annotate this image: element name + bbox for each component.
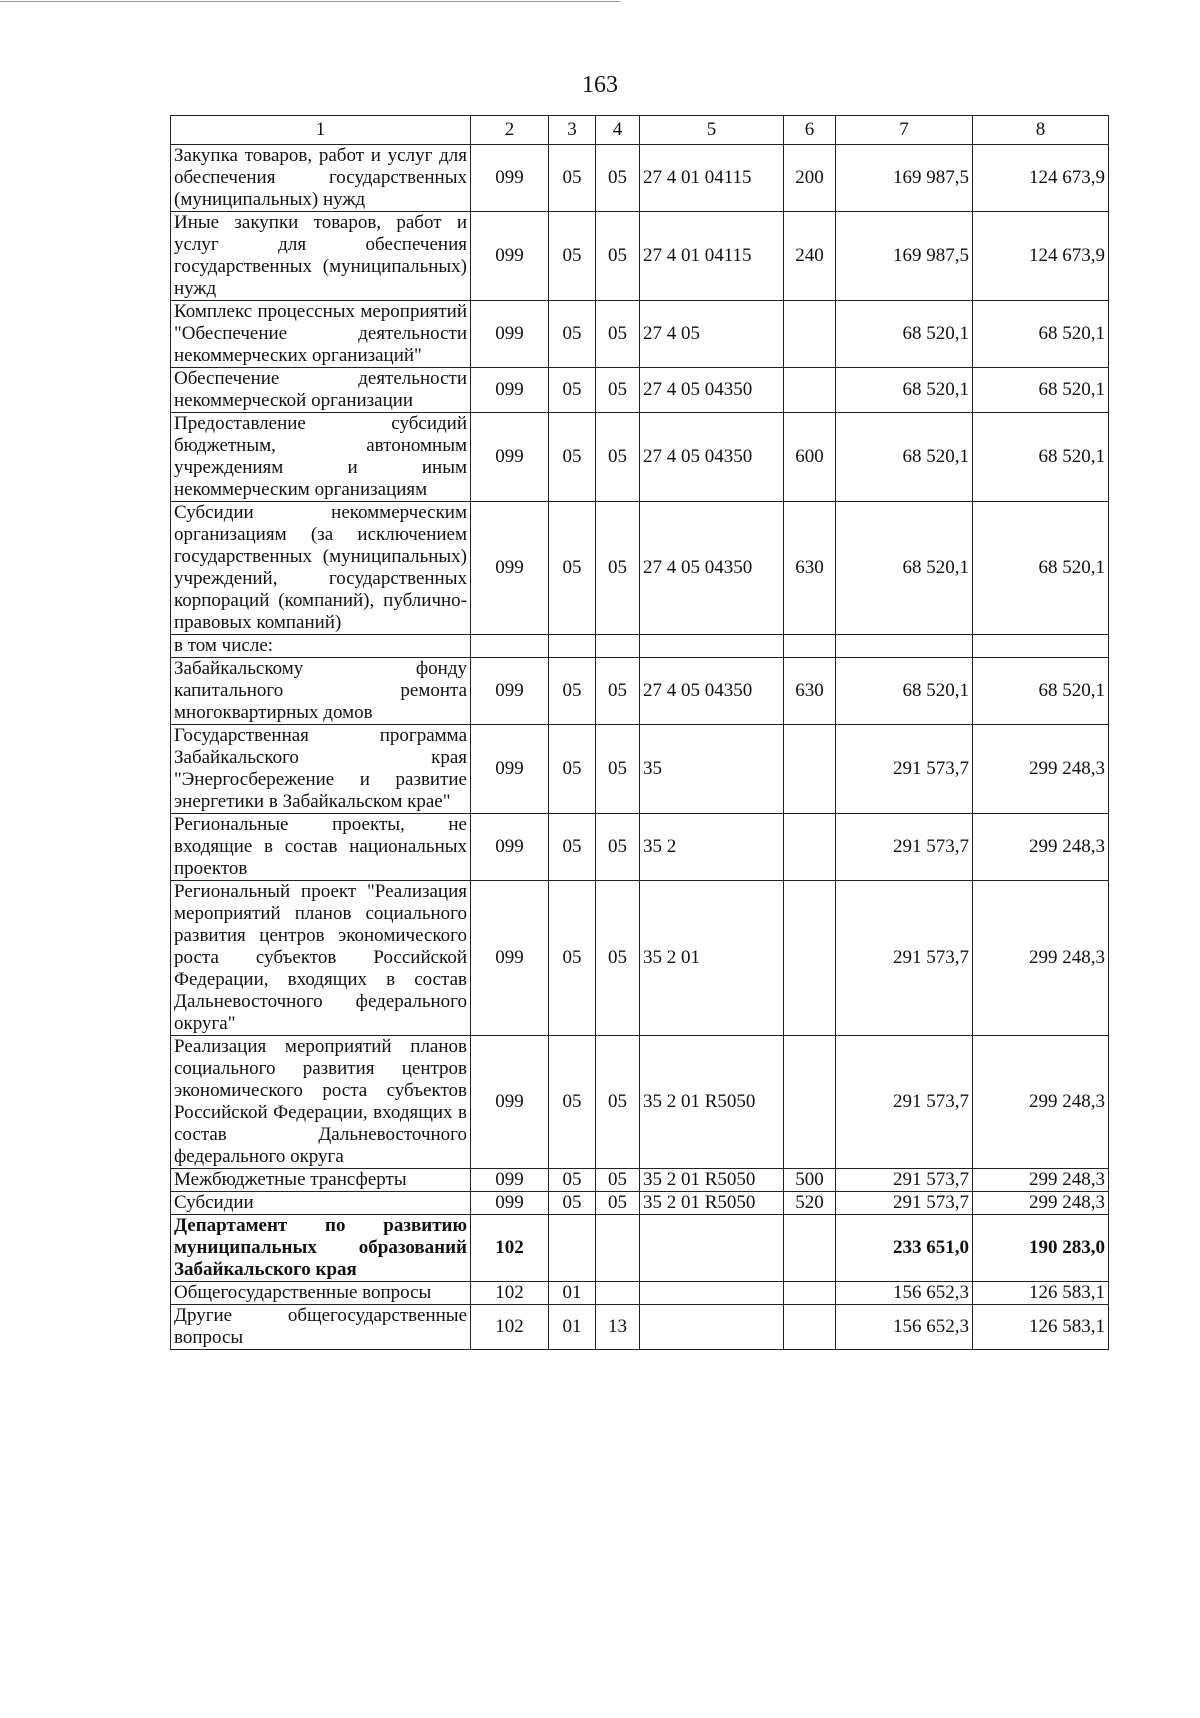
- table-row: [171, 1036, 1109, 1169]
- amount-cell: 156 652,3: [836, 1305, 973, 1350]
- amount-cell: 68 520,1: [836, 413, 973, 502]
- row-name-cell: Региональный проект "Реализация мероприятий планов социального развития центров экономического роста субъектов Российской Федерации, входящих в состав Дальневосточного федерального округа": [171, 881, 471, 1036]
- amount-cell: 299 248,3: [973, 1192, 1109, 1215]
- expense-type-cell: [784, 635, 836, 658]
- target-article-cell: 27 4 05 04350: [640, 502, 784, 635]
- expense-type-cell: 520: [784, 1192, 836, 1215]
- amount-cell: 299 248,3: [973, 814, 1109, 881]
- amount-cell: 291 573,7: [836, 1036, 973, 1169]
- row-name-cell: Региональные проекты, не входящие в состав национальных проектов: [171, 814, 471, 881]
- table-row: [171, 814, 1109, 881]
- row-name-cell: Реализация мероприятий планов социального развития центров экономического роста субъектов Российской Федерации, входящих в состав Дальневосточного федерального округа: [171, 1036, 471, 1169]
- target-article-cell: 27 4 05 04350: [640, 413, 784, 502]
- target-article-cell: 35 2 01 R5050: [640, 1192, 784, 1215]
- table-row: [171, 368, 1109, 413]
- amount-cell: 68 520,1: [973, 413, 1109, 502]
- table-row: [171, 413, 1109, 502]
- code-cell: 099: [471, 301, 549, 368]
- table-row: [171, 212, 1109, 301]
- table-row: [171, 658, 1109, 725]
- amount-cell: 169 987,5: [836, 145, 973, 212]
- target-article-cell: 35 2: [640, 814, 784, 881]
- amount-cell: 291 573,7: [836, 725, 973, 814]
- subsection-cell: 05: [596, 725, 640, 814]
- target-article-cell: 27 4 05 04350: [640, 658, 784, 725]
- section-cell: 05: [549, 413, 596, 502]
- target-article-cell: 27 4 01 04115: [640, 145, 784, 212]
- subsection-cell: 05: [596, 413, 640, 502]
- section-cell: 01: [549, 1282, 596, 1305]
- target-article-cell: 35: [640, 725, 784, 814]
- table-row: [171, 881, 1109, 1036]
- table-row: [171, 301, 1109, 368]
- row-name-cell: Забайкальскому фонду капитального ремонта многоквартирных домов: [171, 658, 471, 725]
- code-cell: 099: [471, 881, 549, 1036]
- row-name-cell: Закупка товаров, работ и услуг для обеспечения государственных (муниципальных) нужд: [171, 145, 471, 212]
- expense-type-cell: [784, 301, 836, 368]
- row-name-cell: Субсидии некоммерческим организациям (за исключением государственных (муниципальных) учреждений, государственных корпораций (компаний), публично-правовых компаний): [171, 502, 471, 635]
- amount-cell: 291 573,7: [836, 814, 973, 881]
- amount-cell: 291 573,7: [836, 1192, 973, 1215]
- section-cell: 05: [549, 658, 596, 725]
- subsection-cell: [596, 1282, 640, 1305]
- table-row: [171, 1282, 1109, 1305]
- subsection-cell: 05: [596, 145, 640, 212]
- amount-cell: [836, 635, 973, 658]
- code-cell: 102: [471, 1282, 549, 1305]
- scan-artifact: [0, 1, 620, 2]
- section-cell: 05: [549, 1036, 596, 1169]
- section-cell: [549, 635, 596, 658]
- target-article-cell: 27 4 01 04115: [640, 212, 784, 301]
- header-row: [171, 116, 1109, 145]
- row-name-cell: Департамент по развитию муниципальных образований Забайкальского края: [171, 1215, 471, 1282]
- section-cell: 01: [549, 1305, 596, 1350]
- table-row: [171, 1215, 1109, 1282]
- table-row: [171, 1192, 1109, 1215]
- amount-cell: 156 652,3: [836, 1282, 973, 1305]
- expense-type-cell: [784, 1282, 836, 1305]
- target-article-cell: 35 2 01 R5050: [640, 1036, 784, 1169]
- target-article-cell: [640, 1305, 784, 1350]
- row-name-cell: в том числе:: [171, 635, 471, 658]
- subsection-cell: 05: [596, 1169, 640, 1192]
- amount-cell: 68 520,1: [973, 658, 1109, 725]
- code-cell: 099: [471, 368, 549, 413]
- amount-cell: [973, 635, 1109, 658]
- code-cell: 099: [471, 1169, 549, 1192]
- amount-cell: 299 248,3: [973, 881, 1109, 1036]
- subsection-cell: 05: [596, 881, 640, 1036]
- amount-cell: 124 673,9: [973, 145, 1109, 212]
- column-header: 2: [471, 116, 549, 145]
- subsection-cell: 05: [596, 1192, 640, 1215]
- expense-type-cell: [784, 881, 836, 1036]
- row-name-cell: Межбюджетные трансферты: [171, 1169, 471, 1192]
- budget-table: [170, 115, 1109, 1350]
- subsection-cell: 05: [596, 368, 640, 413]
- table-row: [171, 725, 1109, 814]
- column-header: 3: [549, 116, 596, 145]
- column-header: 6: [784, 116, 836, 145]
- table-row: [171, 635, 1109, 658]
- code-cell: [471, 635, 549, 658]
- section-cell: 05: [549, 1192, 596, 1215]
- amount-cell: 68 520,1: [973, 301, 1109, 368]
- code-cell: 102: [471, 1305, 549, 1350]
- subsection-cell: 05: [596, 212, 640, 301]
- subsection-cell: 05: [596, 502, 640, 635]
- column-header: 5: [640, 116, 784, 145]
- section-cell: 05: [549, 502, 596, 635]
- amount-cell: 126 583,1: [973, 1282, 1109, 1305]
- subsection-cell: 05: [596, 658, 640, 725]
- column-header: 4: [596, 116, 640, 145]
- row-name-cell: Иные закупки товаров, работ и услуг для обеспечения государственных (муниципальных) нужд: [171, 212, 471, 301]
- section-cell: 05: [549, 814, 596, 881]
- table-row: [171, 145, 1109, 212]
- amount-cell: 169 987,5: [836, 212, 973, 301]
- amount-cell: 299 248,3: [973, 725, 1109, 814]
- row-name-cell: Предоставление субсидий бюджетным, автономным учреждениям и иным некоммерческим организациям: [171, 413, 471, 502]
- table-row: [171, 502, 1109, 635]
- target-article-cell: [640, 1282, 784, 1305]
- row-name-cell: Государственная программа Забайкальского края "Энергосбережение и развитие энергетики в Забайкальском крае": [171, 725, 471, 814]
- expense-type-cell: 630: [784, 502, 836, 635]
- target-article-cell: 35 2 01 R5050: [640, 1169, 784, 1192]
- expense-type-cell: 240: [784, 212, 836, 301]
- table-row: [171, 1305, 1109, 1350]
- amount-cell: 291 573,7: [836, 881, 973, 1036]
- expense-type-cell: 200: [784, 145, 836, 212]
- subsection-cell: 05: [596, 814, 640, 881]
- code-cell: 099: [471, 212, 549, 301]
- expense-type-cell: 600: [784, 413, 836, 502]
- target-article-cell: 27 4 05 04350: [640, 368, 784, 413]
- subsection-cell: 05: [596, 1036, 640, 1169]
- expense-type-cell: [784, 725, 836, 814]
- target-article-cell: 35 2 01: [640, 881, 784, 1036]
- section-cell: [549, 1215, 596, 1282]
- subsection-cell: [596, 1215, 640, 1282]
- amount-cell: 126 583,1: [973, 1305, 1109, 1350]
- amount-cell: 190 283,0: [973, 1215, 1109, 1282]
- target-article-cell: 27 4 05: [640, 301, 784, 368]
- code-cell: 099: [471, 1036, 549, 1169]
- row-name-cell: Другие общегосударственные вопросы: [171, 1305, 471, 1350]
- code-cell: 099: [471, 145, 549, 212]
- amount-cell: 68 520,1: [973, 502, 1109, 635]
- column-header: 1: [171, 116, 471, 145]
- row-name-cell: Субсидии: [171, 1192, 471, 1215]
- section-cell: 05: [549, 368, 596, 413]
- expense-type-cell: [784, 1305, 836, 1350]
- amount-cell: 291 573,7: [836, 1169, 973, 1192]
- amount-cell: 299 248,3: [973, 1036, 1109, 1169]
- amount-cell: 68 520,1: [973, 368, 1109, 413]
- section-cell: 05: [549, 212, 596, 301]
- row-name-cell: Обеспечение деятельности некоммерческой организации: [171, 368, 471, 413]
- code-cell: 099: [471, 725, 549, 814]
- section-cell: 05: [549, 1169, 596, 1192]
- amount-cell: 68 520,1: [836, 658, 973, 725]
- code-cell: 099: [471, 814, 549, 881]
- target-article-cell: [640, 1215, 784, 1282]
- expense-type-cell: 630: [784, 658, 836, 725]
- amount-cell: 233 651,0: [836, 1215, 973, 1282]
- code-cell: 102: [471, 1215, 549, 1282]
- row-name-cell: Комплекс процессных мероприятий "Обеспечение деятельности некоммерческих организаций": [171, 301, 471, 368]
- column-header: 8: [973, 116, 1109, 145]
- table-row: [171, 1169, 1109, 1192]
- expense-type-cell: [784, 1215, 836, 1282]
- expense-type-cell: [784, 1036, 836, 1169]
- amount-cell: 68 520,1: [836, 368, 973, 413]
- section-cell: 05: [549, 881, 596, 1036]
- expense-type-cell: [784, 814, 836, 881]
- subsection-cell: [596, 635, 640, 658]
- amount-cell: 299 248,3: [973, 1169, 1109, 1192]
- target-article-cell: [640, 635, 784, 658]
- amount-cell: 68 520,1: [836, 502, 973, 635]
- code-cell: 099: [471, 413, 549, 502]
- section-cell: 05: [549, 145, 596, 212]
- code-cell: 099: [471, 1192, 549, 1215]
- subsection-cell: 13: [596, 1305, 640, 1350]
- section-cell: 05: [549, 725, 596, 814]
- section-cell: 05: [549, 301, 596, 368]
- amount-cell: 68 520,1: [836, 301, 973, 368]
- code-cell: 099: [471, 502, 549, 635]
- page-number: 163: [582, 72, 618, 98]
- expense-type-cell: [784, 368, 836, 413]
- row-name-cell: Общегосударственные вопросы: [171, 1282, 471, 1305]
- expense-type-cell: 500: [784, 1169, 836, 1192]
- amount-cell: 124 673,9: [973, 212, 1109, 301]
- code-cell: 099: [471, 658, 549, 725]
- subsection-cell: 05: [596, 301, 640, 368]
- column-header: 7: [836, 116, 973, 145]
